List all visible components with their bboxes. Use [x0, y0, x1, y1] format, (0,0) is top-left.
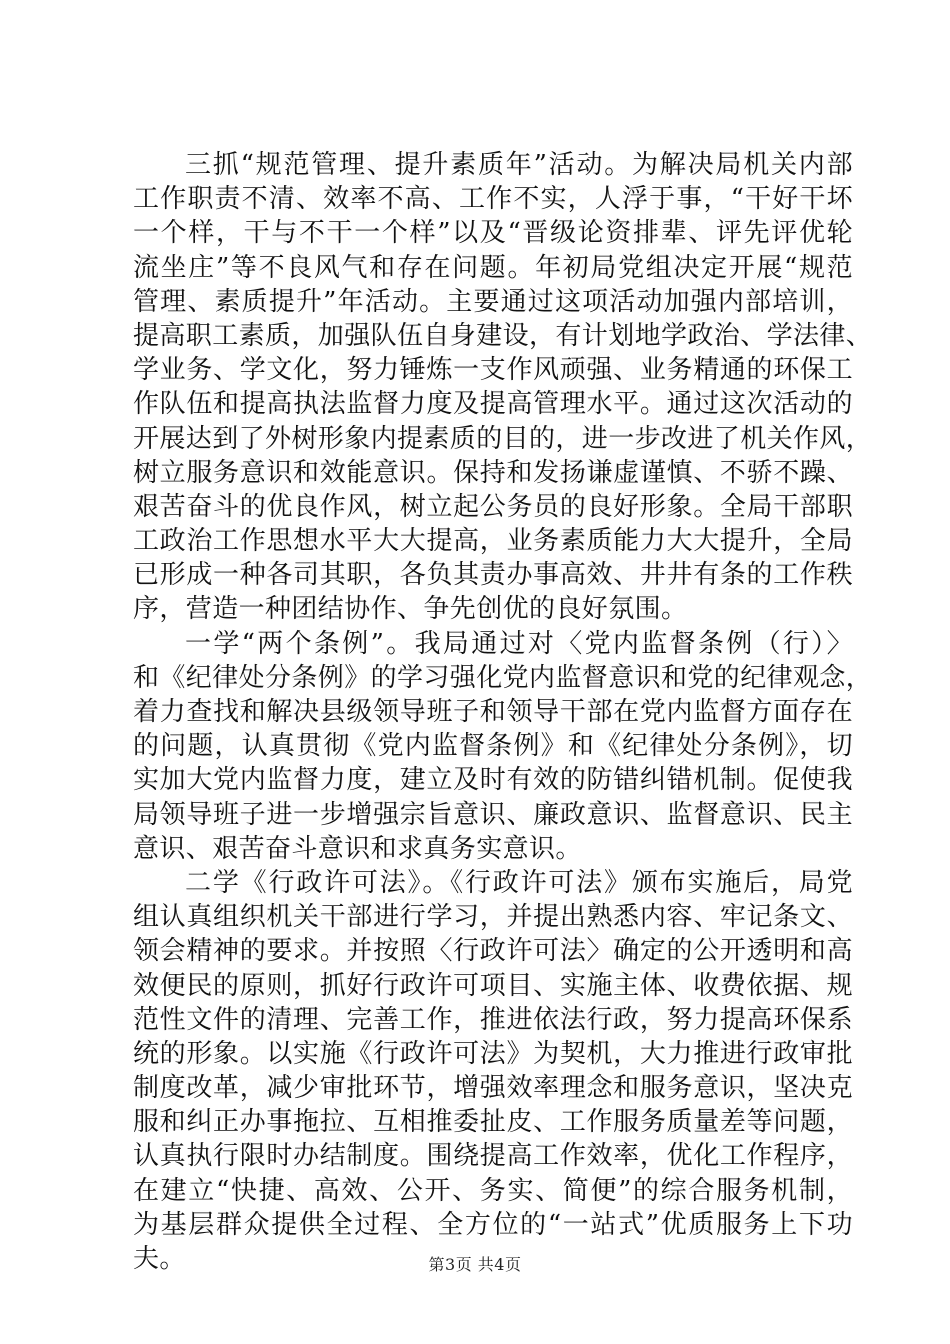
- paragraph-line: 着力查找和解决县级领导班子和领导干部在党内监督方面存在: [133, 697, 853, 727]
- document-body: [133, 148, 873, 1276]
- paragraph-line: 局领导班子进一步增强宗旨意识、廉政意识、监督意识、民主: [133, 799, 853, 830]
- paragraph-second-study: [133, 866, 853, 1276]
- paragraph-line: 统的形象。以实施《行政许可法》为契机，大力推进行政审批: [133, 1038, 853, 1069]
- paragraph-line: 学业务、学文化，努力锤炼一支作风顽强、业务精通的环保工: [133, 355, 853, 386]
- paragraph-line: 二学《行政许可法》。《行政许可法》颁布实施后，局党: [185, 867, 853, 898]
- paragraph-line: 一学“两个条例”。我局通过对〈党内监督条例（行）〉: [185, 628, 853, 659]
- paragraph-line: 和《纪律处分条例》的学习强化党内监督意识和党的纪律观念，: [133, 662, 873, 693]
- paragraph-line: 实加大党内监督力度，建立及时有效的防错纠错机制。促使我: [133, 765, 853, 796]
- paragraph-line: 范性文件的清理、完善工作，推进依法行政，努力提高环保系: [133, 1004, 853, 1035]
- paragraph-line: 夫。: [133, 1244, 186, 1274]
- paragraph-line: 序，营造一种团结协作、争先创优的良好氛围。: [133, 594, 688, 625]
- paragraph-line: 意识、艰苦奋斗意识和求真务实意识。: [133, 833, 582, 864]
- paragraph-line: 已形成一种各司其职，各负其责办事高效、井井有条的工作秩: [133, 560, 853, 591]
- paragraph-line: 艰苦奋斗的优良作风，树立起公务员的良好形象。全局干部职: [133, 491, 853, 522]
- paragraph-line: 效便民的原则，抓好行政许可项目、实施主体、收费依据、规: [133, 970, 853, 1001]
- paragraph-line: 作队伍和提高执法监督力度及提高管理水平。通过这次活动的: [133, 389, 853, 420]
- paragraph-line: 制度改革，减少审批环节，增强效率理念和服务意识，坚决克: [133, 1073, 853, 1104]
- paragraph-line: 树立服务意识和效能意识。保持和发扬谦虚谨慎、不骄不躁、: [133, 457, 853, 488]
- page-footer: 第3页 共4页: [428, 1255, 522, 1274]
- paragraph-line: 为基层群众提供全过程、全方位的“一站式”优质服务上下功: [133, 1209, 853, 1240]
- paragraph-line: 组认真组织机关干部进行学习，并提出熟悉内容、牢记条文、: [133, 902, 853, 933]
- paragraph-line: 开展达到了外树形象内提素质的目的，进一步改进了机关作风，: [133, 423, 873, 454]
- paragraph-line: 三抓“规范管理、提升素质年”活动。为解决局机关内部: [185, 150, 853, 180]
- paragraph-line: 工政治工作思想水平大大提高，业务素质能力大大提升，全局: [133, 526, 853, 557]
- paragraph-line: 工作职责不清、效率不高、工作不实，人浮于事，“干好干坏: [133, 184, 853, 215]
- paragraph-first-study: [133, 627, 873, 866]
- paragraph-line: 流坐庄”等不良风气和存在问题。年初局党组决定开展“规范: [133, 252, 853, 283]
- paragraph-line: 的问题，认真贯彻《党内监督条例》和《纪律处分条例》，切: [133, 731, 853, 762]
- paragraph-line: 认真执行限时办结制度。围绕提高工作效率，优化工作程序，: [133, 1141, 853, 1172]
- paragraph-line: 领会精神的要求。并按照〈行政许可法〉确定的公开透明和高: [133, 936, 853, 967]
- paragraph-line: 服和纠正办事拖拉、互相推委扯皮、工作服务质量差等问题，: [133, 1107, 853, 1138]
- paragraph-line: 一个样，干与不干一个样”以及“晋级论资排辈、评先评优轮: [133, 218, 853, 249]
- paragraph-line: 在建立“快捷、高效、公开、务实、简便”的综合服务机制，: [133, 1175, 853, 1206]
- paragraph-line: 管理、素质提升”年活动。主要通过这项活动加强内部培训，: [133, 286, 853, 317]
- paragraph-line: 提高职工素质，加强队伍自身建设，有计划地学政治、学法律、: [133, 320, 873, 351]
- paragraph-three-grasps: [133, 148, 873, 627]
